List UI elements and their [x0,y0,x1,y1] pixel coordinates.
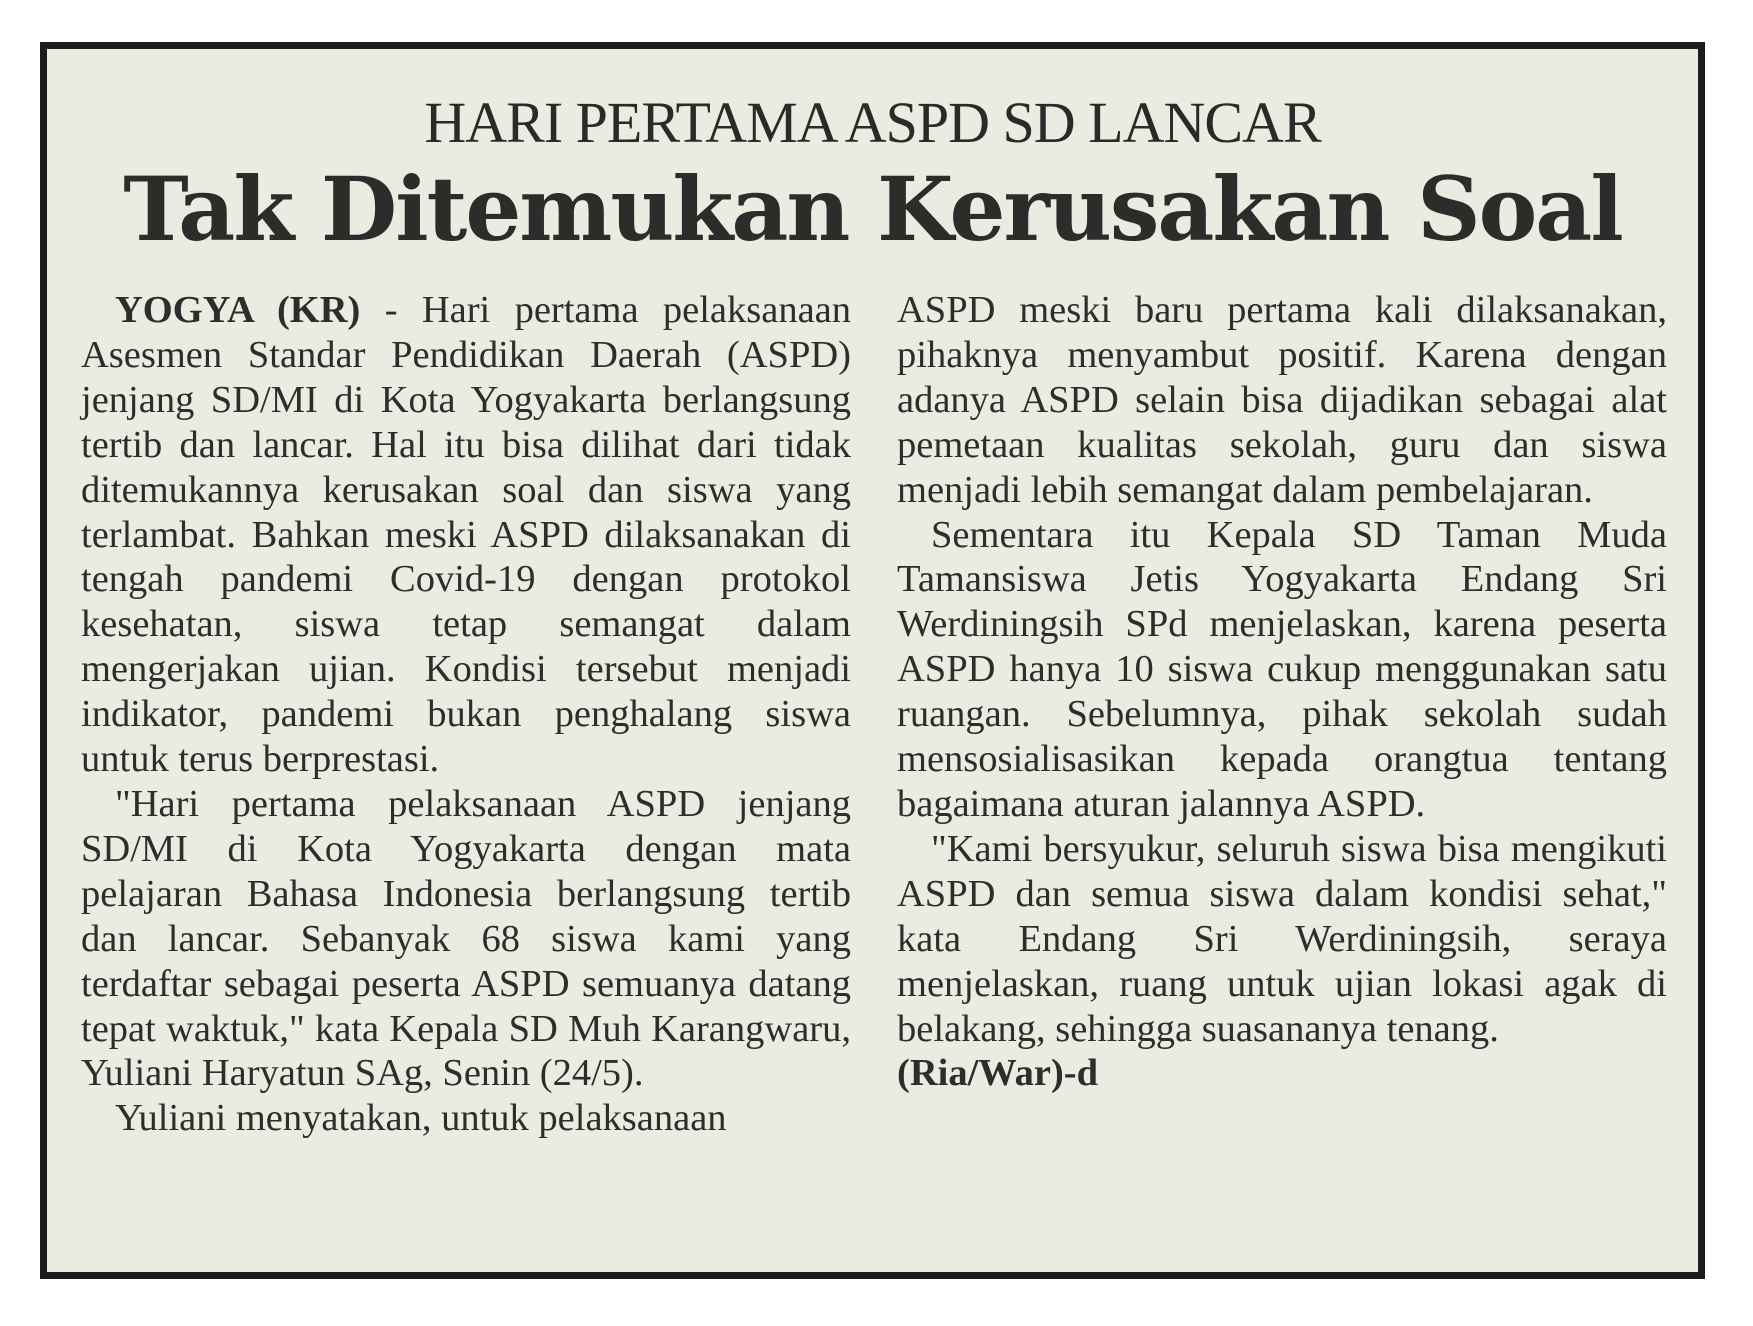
article-byline: (Ria/War)-d [897,1052,1099,1095]
article-paragraph: Yuliani menyatakan, untuk pelaksanaan [115,1097,727,1140]
article-paragraph: "Hari pertama pelaksanaan ASPD jenjang SD/MI di Kota Yogyakarta dengan mata pelajaran Bahasa Indonesia berlangsung tertib dan lancar. Sebanyak 68 siswa kami yang terdaftar sebagai peserta ASPD semuanya datang tepat waktuk," kata Kepala SD Muh Karangwaru, Yuliani Haryatun SAg, Senin (24/5). [81,782,851,1095]
article-headline: Tak Ditemukan Kerusakan Soal [123,157,1622,261]
article-column-right [897,288,1667,1096]
article-paragraph: Sementara itu Kepala SD Taman Muda Tamansiswa Jetis Yogyakarta Endang Sri Werdiningsih SPd menjelaskan, karena peserta ASPD hanya 10 siswa cukup menggunakan satu ruangan. Sebelumnya, pihak sekolah sudah mensosialisasikan kepada orangtua tentang bagaimana aturan jalannya ASPD. [897,513,1667,825]
article-column-left [81,288,851,1141]
article-paragraph: ASPD meski baru pertama kali dilaksanakan, pihaknya menyambut positif. Karena dengan adanya ASPD selain bisa dijadikan sebagai alat pemetaan kualitas sekolah, guru dan siswa menjadi lebih semangat dalam pembelajaran. [897,289,1667,511]
article-dateline: YOGYA (KR) [115,289,361,331]
article-kicker: HARI PERTAMA ASPD SD LANCAR [424,90,1321,155]
article-paragraph [81,288,851,782]
article-paragraph: "Kami bersyukur, seluruh siswa bisa mengikuti ASPD dan semua siswa dalam kondisi sehat," kata Endang Sri Werdiningsih, seraya menjelaskan, ruang untuk ujian lokasi agak di belakang, sehingga suasananya tenang. [897,827,1667,1050]
article-paragraph-text: - Hari pertama pelaksanaan Asesmen Standar Pendidikan Daerah (ASPD) jenjang SD/MI di Kota Yogyakarta berlangsung tertib dan lancar. Hal itu bisa dilihat dari tidak ditemukannya kerusakan soal dan siswa yang terlambat. Bahkan meski ASPD dilaksanakan di tengah pandemi Covid-19 dengan protokol kesehatan, siswa tetap semangat dalam mengerjakan ujian. Kondisi tersebut menjadi indikator, pandemi bukan penghalang siswa untuk terus berprestasi. [81,289,852,781]
newspaper-clipping [40,42,1705,1279]
